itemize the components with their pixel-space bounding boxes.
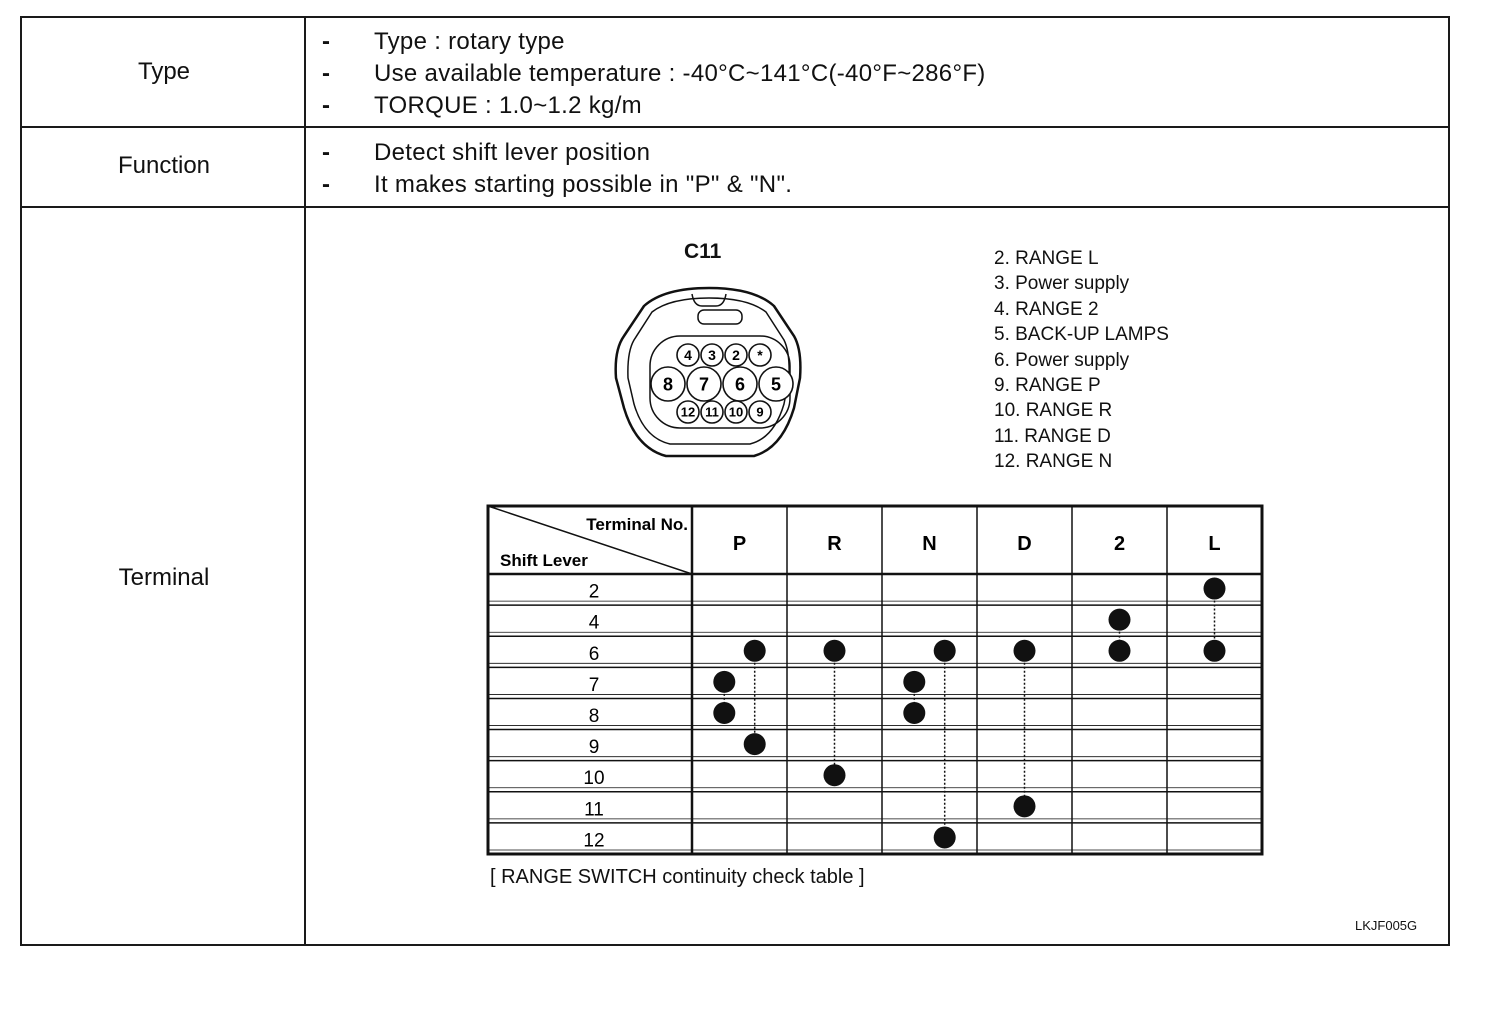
continuity-dot [1109, 609, 1131, 631]
type-label: Type [137, 58, 191, 85]
row-divider [22, 126, 1448, 128]
continuity-dot [824, 640, 846, 662]
shift-lever-row-label: 12 [583, 830, 605, 852]
pin-legend-item: 2. RANGE L [994, 248, 1099, 269]
type-list [318, 26, 986, 122]
connector-pin-label: 4 [684, 347, 692, 364]
continuity-dot [1109, 640, 1131, 662]
continuity-dot [1014, 640, 1036, 662]
shift-lever-row-label: 2 [588, 581, 600, 603]
shift-lever-header: Shift Lever [500, 551, 588, 570]
continuity-dot [713, 671, 735, 693]
continuity-check-table [486, 504, 1264, 856]
pin-legend-item: 6. Power supply [994, 349, 1130, 371]
continuity-dot [744, 640, 766, 662]
pin-legend-item: 9. RANGE P [994, 374, 1101, 396]
connector-pin-label: 2 [732, 347, 740, 364]
shift-lever-row-label: 11 [584, 799, 604, 821]
continuity-dot [934, 640, 956, 662]
pin-legend-item: 5. BACK-UP LAMPS [994, 324, 1169, 346]
continuity-dot [824, 764, 846, 786]
function-item: - Detect shift lever position [318, 137, 792, 169]
terminal-label: Terminal [118, 564, 210, 591]
continuity-dot [934, 826, 956, 848]
pin-legend-item: 4. RANGE 2 [994, 298, 1099, 320]
terminal-column-label: P [732, 533, 747, 555]
terminal-column-label: R [827, 533, 842, 555]
terminal-column-label: 2 [1113, 533, 1126, 555]
shift-lever-row-label: 8 [588, 706, 600, 727]
shift-lever-row-label: 4 [588, 612, 600, 634]
connector-pin-label: 11 [705, 404, 719, 420]
connector-pin-label: * [757, 347, 763, 364]
connector-latch-slot [698, 310, 742, 324]
chart-caption: [ RANGE SWITCH continuity check table ] [490, 866, 865, 888]
connector-pin-label: 5 [770, 374, 782, 395]
function-label: Function [117, 152, 211, 179]
shift-lever-row-label: 9 [588, 737, 600, 759]
connector-pin-label: 3 [708, 347, 716, 364]
continuity-dot [713, 702, 735, 724]
connector-pin-label: 8 [662, 374, 674, 395]
continuity-dot [903, 702, 925, 724]
continuity-dot [903, 671, 925, 693]
terminal-no-header: Terminal No. [586, 515, 688, 534]
shift-lever-row-label: 6 [588, 643, 600, 665]
row-divider [22, 206, 1448, 208]
connector-name: C11 [684, 240, 722, 263]
function-list [318, 137, 792, 201]
continuity-dot [1204, 640, 1226, 662]
connector-pin-label: 7 [698, 374, 710, 395]
type-item: - Type : rotary type [318, 26, 986, 58]
shift-lever-row-label: 7 [588, 674, 600, 696]
pin-legend-item: 3. Power supply [994, 273, 1130, 295]
terminal-column-label: L [1208, 533, 1221, 555]
type-item: - TORQUE : 1.0~1.2 kg/m [318, 90, 986, 122]
chart-frame [488, 506, 1262, 854]
pin-legend [994, 246, 1169, 475]
pin-legend-item: 12. RANGE N [994, 451, 1113, 473]
function-item: - It makes starting possible in "P" & "N". [318, 169, 792, 201]
connector-pin-label: 9 [756, 404, 764, 420]
connector-pins [651, 344, 793, 423]
figure-code: LKJF005G [1355, 918, 1418, 933]
connector-diagram [604, 266, 814, 466]
pin-legend-item: 11. RANGE D [994, 425, 1111, 447]
continuity-dot [1204, 578, 1226, 600]
pin-legend-item: 10. RANGE R [994, 400, 1113, 422]
continuity-dot [744, 733, 766, 755]
type-item: - Use available temperature : -40°C~141°C(-40°F~286°F) [318, 58, 986, 90]
terminal-column-label: D [1017, 533, 1032, 555]
connector-pin-label: 6 [734, 374, 746, 395]
connector-pin-label: 10 [728, 404, 744, 420]
terminal-column-label: N [922, 533, 937, 555]
connector-pin-label: 12 [680, 404, 696, 420]
shift-lever-row-label: 10 [583, 768, 605, 790]
continuity-dot [1014, 795, 1036, 817]
connector-latch [692, 294, 726, 306]
